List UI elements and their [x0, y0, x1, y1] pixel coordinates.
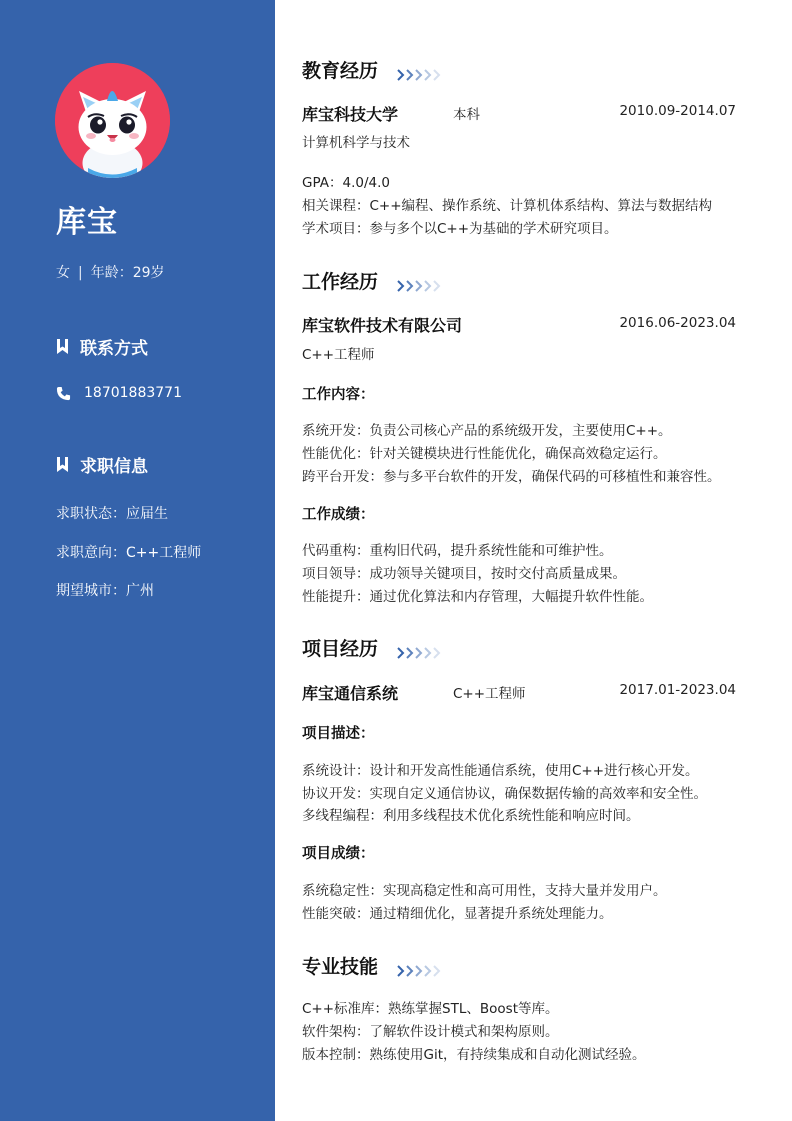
degree: 本科 — [453, 107, 480, 123]
basic-info: 女 | 年龄：29岁 — [56, 265, 165, 281]
job-intent-heading — [56, 452, 148, 477]
list-item: 版本控制：熟练使用Git，有持续集成和自动化测试经验。 — [302, 1047, 646, 1063]
education-period: 2010.09-2014.07 — [619, 103, 736, 119]
list-item: 代码重构：重构旧代码，提升系统性能和可维护性。 — [302, 543, 613, 559]
list-item: 多线程编程：利用多线程技术优化系统性能和响应时间。 — [302, 808, 640, 824]
chevron-right-icon — [432, 275, 441, 287]
chevron-right-icon — [396, 642, 405, 654]
cat-mascot-icon — [55, 63, 170, 178]
courses: 相关课程：C++编程、操作系统、计算机体系结构、算法与数据结构 — [302, 198, 713, 214]
avatar — [55, 63, 170, 178]
project-name: 库宝通信系统 — [302, 684, 399, 703]
work-achievements-heading: 工作成绩： — [302, 507, 375, 523]
list-item: 软件架构：了解软件设计模式和架构原则。 — [302, 1024, 559, 1040]
list-item: C++标准库：熟练掌握STL、Boost等库。 — [302, 1001, 559, 1017]
chevrons-decoration — [396, 275, 441, 287]
project-role: C++工程师 — [453, 686, 526, 702]
chevron-right-icon — [396, 960, 405, 972]
education-section-title — [302, 56, 441, 83]
list-item: 项目领导：成功领导关键项目，按时交付高质量成果。 — [302, 566, 626, 582]
education-title: 教育经历 — [302, 60, 379, 82]
gender: 女 — [56, 265, 70, 281]
project-period: 2017.01-2023.04 — [619, 682, 736, 698]
phone-icon — [56, 386, 71, 401]
work-content-heading: 工作内容： — [302, 387, 375, 403]
phone-row — [56, 385, 182, 401]
job-intent-heading-label: 求职信息 — [80, 457, 148, 477]
list-item: 系统设计：设计和开发高性能通信系统，使用C++进行核心开发。 — [302, 763, 699, 779]
contact-heading — [56, 334, 148, 359]
job-position: 求职意向：C++工程师 — [56, 545, 202, 561]
chevron-right-icon — [414, 960, 423, 972]
chevron-right-icon — [414, 275, 423, 287]
chevron-right-icon — [396, 275, 405, 287]
project-desc-heading: 项目描述： — [302, 726, 375, 742]
job-city: 期望城市：广州 — [56, 583, 154, 599]
bookmark-icon — [56, 457, 70, 472]
chevron-right-icon — [432, 960, 441, 972]
chevrons-decoration — [396, 642, 441, 654]
work-title: 工作经历 — [302, 271, 379, 293]
chevron-right-icon — [423, 275, 432, 287]
list-item: 跨平台开发：参与多平台软件的开发，确保代码的可移植性和兼容性。 — [302, 469, 721, 485]
chevron-right-icon — [405, 275, 414, 287]
chevron-right-icon — [423, 642, 432, 654]
skills-title: 专业技能 — [302, 956, 379, 978]
major: 计算机科学与技术 — [302, 135, 410, 151]
chevron-right-icon — [405, 64, 414, 76]
chevron-right-icon — [414, 64, 423, 76]
list-item: 协议开发：实现自定义通信协议，确保数据传输的高效率和安全性。 — [302, 786, 707, 802]
project-section-title — [302, 634, 441, 661]
company-name: 库宝软件技术有限公司 — [302, 316, 463, 335]
contact-heading-label: 联系方式 — [80, 339, 148, 359]
sidebar — [0, 0, 275, 1121]
project-results-heading: 项目成绩： — [302, 846, 375, 862]
list-item: 系统稳定性：实现高稳定性和高可用性，支持大量并发用户。 — [302, 883, 667, 899]
work-role: C++工程师 — [302, 347, 375, 363]
chevron-right-icon — [405, 642, 414, 654]
chevron-right-icon — [432, 642, 441, 654]
academic-projects: 学术项目：参与多个以C++为基础的学术研究项目。 — [302, 221, 618, 237]
chevron-right-icon — [432, 64, 441, 76]
chevron-right-icon — [405, 960, 414, 972]
work-section-title — [302, 267, 441, 294]
list-item: 性能提升：通过优化算法和内存管理，大幅提升软件性能。 — [302, 589, 653, 605]
chevrons-decoration — [396, 64, 441, 76]
candidate-name: 库宝 — [56, 205, 118, 240]
school-name: 库宝科技大学 — [302, 105, 399, 124]
gpa: GPA：4.0/4.0 — [302, 175, 390, 191]
chevron-right-icon — [423, 64, 432, 76]
bookmark-icon — [56, 339, 70, 354]
chevron-right-icon — [396, 64, 405, 76]
chevrons-decoration — [396, 960, 441, 972]
list-item: 性能突破：通过精细优化，显著提升系统处理能力。 — [302, 906, 613, 922]
job-status: 求职状态：应届生 — [56, 506, 168, 522]
work-period: 2016.06-2023.04 — [619, 315, 736, 331]
list-item: 系统开发：负责公司核心产品的系统级开发，主要使用C++。 — [302, 423, 672, 439]
chevron-right-icon — [414, 642, 423, 654]
chevron-right-icon — [423, 960, 432, 972]
skills-section-title — [302, 952, 441, 979]
phone-number[interactable]: 18701883771 — [84, 385, 182, 401]
age: 年龄：29岁 — [90, 265, 165, 281]
project-title: 项目经历 — [302, 638, 379, 660]
list-item: 性能优化：针对关键模块进行性能优化，确保高效稳定运行。 — [302, 446, 667, 462]
